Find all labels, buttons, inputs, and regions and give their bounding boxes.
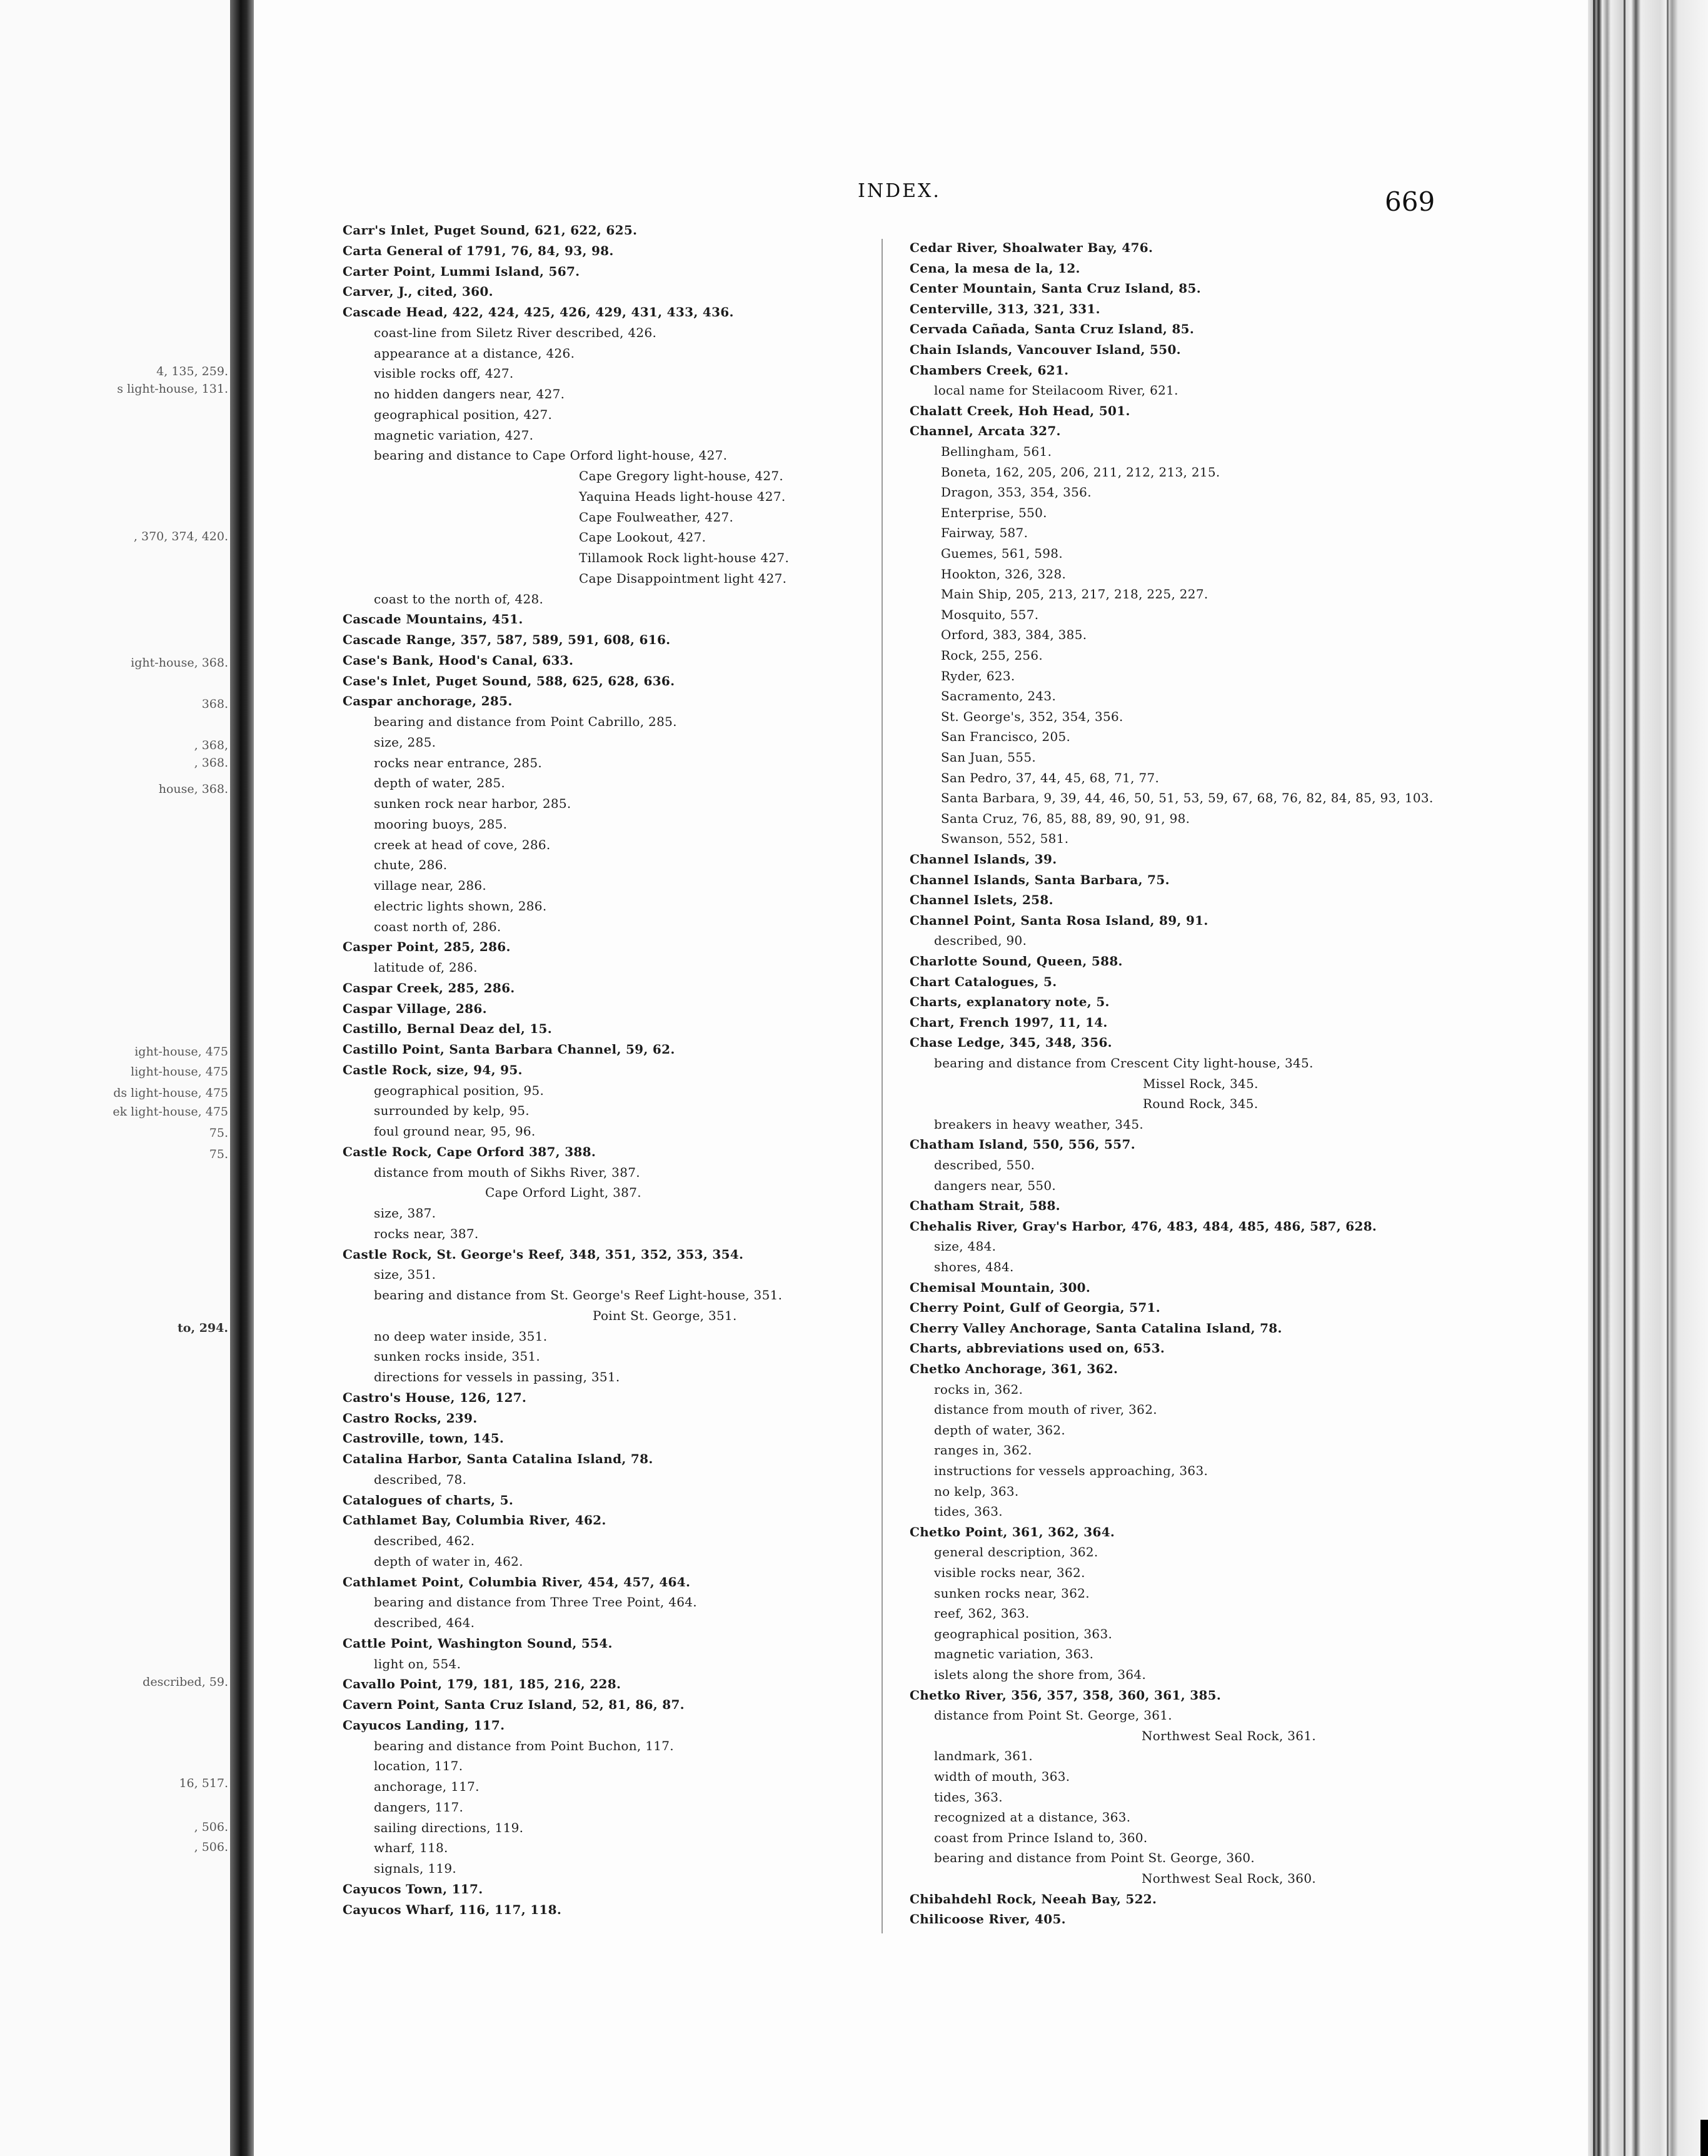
index-entry: bearing and distance from Crescent City light-house, 345.: [934, 1055, 1314, 1070]
index-entry: Center Mountain, Santa Cruz Island, 85.: [910, 281, 1202, 296]
index-entry: Cayucos Wharf, 116, 117, 118.: [343, 1902, 562, 1917]
index-entry: Caspar anchorage, 285.: [343, 693, 513, 709]
index-entry: Boneta, 162, 205, 206, 211, 212, 213, 215.: [941, 464, 1220, 480]
index-entry: Chatham Island, 550, 556, 557.: [910, 1137, 1135, 1152]
index-entry: chute, 286.: [374, 857, 448, 873]
index-entry: width of mouth, 363.: [934, 1769, 1070, 1784]
index-entry: Cayucos Town, 117.: [343, 1881, 483, 1897]
page-edge-line: [1593, 0, 1595, 2156]
index-entry: described, 550.: [934, 1157, 1035, 1172]
index-entry: Cascade Head, 422, 424, 425, 426, 429, 431, 433, 436.: [343, 305, 734, 320]
index-entry: Cape Gregory light-house, 427.: [579, 468, 784, 483]
index-entry: Channel, Arcata 327.: [910, 423, 1061, 439]
index-entry: recognized at a distance, 363.: [934, 1810, 1131, 1825]
index-entry: bearing and distance from Point St. George, 360.: [934, 1850, 1255, 1866]
index-entry: size, 351.: [374, 1267, 436, 1282]
index-entry: signals, 119.: [374, 1861, 457, 1876]
index-entry: Cayucos Landing, 117.: [343, 1717, 505, 1733]
index-entry: Cavallo Point, 179, 181, 185, 216, 228.: [343, 1676, 621, 1692]
index-entry: Missel Rock, 345.: [1143, 1075, 1258, 1091]
previous-page-text: , 506.: [194, 1820, 228, 1834]
index-entry: Castle Rock, Cape Orford 387, 388.: [343, 1144, 596, 1159]
index-entry: Channel Islets, 258.: [910, 892, 1053, 908]
index-entry: Chart, French 1997, 11, 14.: [910, 1014, 1108, 1030]
index-entry: surrounded by kelp, 95.: [374, 1103, 530, 1119]
previous-page-text: 4, 135, 259.: [156, 365, 228, 378]
index-entry: latitude of, 286.: [374, 960, 478, 975]
previous-page-text: , 368,: [194, 738, 228, 752]
index-entry: appearance at a distance, 426.: [374, 345, 575, 361]
index-entry: Carter Point, Lummi Island, 567.: [343, 263, 580, 279]
index-entry: Ryder, 623.: [941, 668, 1015, 683]
previous-page-text: light-house, 475: [131, 1065, 228, 1079]
index-entry: Sacramento, 243.: [941, 688, 1057, 704]
index-entry: St. George's, 352, 354, 356.: [941, 708, 1123, 724]
index-entry: breakers in heavy weather, 345.: [934, 1116, 1144, 1132]
index-entry: Carver, J., cited, 360.: [343, 284, 493, 300]
previous-page-text: , 506.: [194, 1840, 228, 1854]
index-entry: Point St. George, 351.: [593, 1307, 737, 1323]
previous-page-text: house, 368.: [158, 782, 228, 796]
index-entry: Case's Bank, Hood's Canal, 633.: [343, 652, 574, 668]
index-entry: Case's Inlet, Puget Sound, 588, 625, 628, 636.: [343, 673, 675, 688]
index-entry: light on, 554.: [374, 1656, 461, 1671]
index-entry: Dragon, 353, 354, 356.: [941, 485, 1092, 500]
page-header-title: INDEX.: [858, 180, 941, 202]
index-entry: bearing and distance from Three Tree Point, 464.: [374, 1594, 697, 1610]
index-entry: Cape Orford Light, 387.: [485, 1185, 641, 1201]
index-entry: Chain Islands, Vancouver Island, 550.: [910, 342, 1181, 357]
previous-page-text: 75.: [209, 1147, 228, 1161]
index-entry: Catalogues of charts, 5.: [343, 1492, 514, 1508]
index-entry: bearing and distance from Point Cabrillo, 285.: [374, 714, 677, 729]
index-entry: islets along the shore from, 364.: [934, 1667, 1147, 1682]
index-entry: Round Rock, 345.: [1143, 1096, 1258, 1112]
index-entry: Chetko River, 356, 357, 358, 360, 361, 385.: [910, 1687, 1222, 1703]
index-entry: Cedar River, Shoalwater Bay, 476.: [910, 240, 1153, 255]
index-entry: dangers, 117.: [374, 1799, 464, 1815]
index-entry: described, 462.: [374, 1533, 475, 1548]
previous-page-text: described, 59.: [143, 1675, 228, 1689]
index-entry: Tillamook Rock light-house 427.: [579, 550, 790, 565]
index-entry: Charts, abbreviations used on, 653.: [910, 1341, 1165, 1356]
page-edges: [1588, 0, 1708, 2156]
index-entry: sunken rocks near, 362.: [934, 1585, 1090, 1601]
index-entry: size, 285.: [374, 734, 436, 750]
index-entry: Channel Islands, 39.: [910, 852, 1057, 867]
index-entry: Cape Lookout, 427.: [579, 530, 706, 545]
index-entry: bearing and distance to Cape Orford light-house, 427.: [374, 448, 728, 463]
index-entry: mooring buoys, 285.: [374, 816, 508, 832]
index-entry: Cathlamet Point, Columbia River, 454, 457, 464.: [343, 1574, 691, 1589]
page-edge-line: [1624, 0, 1625, 2156]
index-entry: electric lights shown, 286.: [374, 898, 547, 914]
previous-page-text: , 368.: [194, 756, 228, 770]
index-entry: sunken rocks inside, 351.: [374, 1349, 541, 1364]
index-entry: general description, 362.: [934, 1544, 1098, 1560]
index-entry: foul ground near, 95, 96.: [374, 1124, 536, 1139]
index-entry: Chalatt Creek, Hoh Head, 501.: [910, 403, 1130, 418]
index-entry: Northwest Seal Rock, 361.: [1142, 1728, 1317, 1743]
previous-page-text: s light-house, 131.: [117, 382, 228, 396]
index-entry: Santa Cruz, 76, 85, 88, 89, 90, 91, 98.: [941, 810, 1190, 826]
index-entry: Fairway, 587.: [941, 525, 1028, 541]
page-number: 669: [1385, 186, 1435, 217]
index-entry: Caspar Village, 286.: [343, 1000, 487, 1016]
previous-page-text: 368.: [201, 697, 228, 711]
index-entry: Bellingham, 561.: [941, 444, 1052, 459]
index-entry: coast from Prince Island to, 360.: [934, 1830, 1148, 1845]
index-entry: Cattle Point, Washington Sound, 554.: [343, 1635, 613, 1651]
index-entry: reef, 362, 363.: [934, 1606, 1030, 1621]
index-entry: Cascade Mountains, 451.: [343, 612, 523, 627]
index-entry: Chetko Point, 361, 362, 364.: [910, 1524, 1115, 1539]
index-entry: magnetic variation, 363.: [934, 1646, 1094, 1662]
index-entry: geographical position, 95.: [374, 1082, 545, 1098]
index-entry: rocks near, 387.: [374, 1226, 479, 1241]
index-entry: Chehalis River, Gray's Harbor, 476, 483, 484, 485, 486, 587, 628.: [910, 1218, 1377, 1234]
index-entry: coast north of, 286.: [374, 919, 501, 934]
index-entry: Chetko Anchorage, 361, 362.: [910, 1361, 1118, 1376]
previous-page-text: , 370, 374, 420.: [133, 530, 228, 543]
index-entry: Mosquito, 557.: [941, 607, 1039, 622]
index-entry: Chemisal Mountain, 300.: [910, 1279, 1091, 1295]
index-entry: instructions for vessels approaching, 363.: [934, 1463, 1208, 1478]
index-entry: anchorage, 117.: [374, 1779, 480, 1794]
index-entry: Cape Foulweather, 427.: [579, 509, 734, 525]
index-entry: tides, 363.: [934, 1789, 1003, 1805]
column-divider: [882, 239, 883, 1933]
previous-page-text: ek light-house, 475: [113, 1105, 228, 1119]
index-entry: San Pedro, 37, 44, 45, 68, 71, 77.: [941, 770, 1160, 785]
index-entry: Enterprise, 550.: [941, 505, 1047, 520]
index-entry: described, 78.: [374, 1471, 467, 1487]
index-entry: Cherry Valley Anchorage, Santa Catalina Island, 78.: [910, 1320, 1282, 1336]
index-entry: location, 117.: [374, 1758, 463, 1774]
index-entry: Carta General of 1791, 76, 84, 93, 98.: [343, 243, 614, 258]
index-entry: Northwest Seal Rock, 360.: [1142, 1871, 1317, 1886]
index-entry: Chibahdehl Rock, Neeah Bay, 522.: [910, 1891, 1157, 1907]
index-entry: coast-line from Siletz River described, 426.: [374, 325, 657, 340]
previous-page-text: ight-house, 368.: [131, 656, 228, 670]
index-entry: Castillo Point, Santa Barbara Channel, 59, 62.: [343, 1042, 675, 1057]
index-entry: described, 464.: [374, 1615, 475, 1630]
index-entry: Centerville, 313, 321, 331.: [910, 301, 1100, 316]
index-entry: distance from mouth of Sikhs River, 387.: [374, 1164, 640, 1180]
index-entry: Cherry Point, Gulf of Georgia, 571.: [910, 1300, 1161, 1316]
index-entry: described, 90.: [934, 933, 1027, 949]
index-entry: shores, 484.: [934, 1259, 1014, 1274]
previous-page-text: to, 294.: [178, 1321, 228, 1335]
index-entry: size, 387.: [374, 1206, 436, 1221]
index-entry: Chambers Creek, 621.: [910, 362, 1069, 378]
index-entry: depth of water, 362.: [934, 1422, 1066, 1438]
index-entry: Castro's House, 126, 127.: [343, 1389, 527, 1405]
index-entry: village near, 286.: [374, 878, 487, 893]
index-entry: depth of water, 285.: [374, 775, 506, 791]
index-entry: Castroville, town, 145.: [343, 1431, 505, 1446]
index-entry: Cape Disappointment light 427.: [579, 570, 787, 586]
index-entry: Castro Rocks, 239.: [343, 1410, 478, 1426]
index-entry: Casper Point, 285, 286.: [343, 939, 511, 955]
index-entry: rocks in, 362.: [934, 1381, 1023, 1397]
index-entry: creek at head of cove, 286.: [374, 837, 551, 852]
index-entry: Guemes, 561, 598.: [941, 546, 1063, 561]
index-entry: Castle Rock, size, 94, 95.: [343, 1062, 523, 1077]
index-entry: Main Ship, 205, 213, 217, 218, 225, 227.: [941, 587, 1208, 602]
index-entry: San Juan, 555.: [941, 750, 1037, 765]
index-entry: no deep water inside, 351.: [374, 1328, 548, 1344]
index-entry: size, 484.: [934, 1239, 997, 1254]
index-entry: no hidden dangers near, 427.: [374, 386, 565, 401]
index-entry: distance from Point St. George, 361.: [934, 1708, 1172, 1723]
index-entry: sailing directions, 119.: [374, 1820, 524, 1835]
index-entry: Charlotte Sound, Queen, 588.: [910, 954, 1123, 969]
index-entry: tides, 363.: [934, 1504, 1003, 1519]
previous-page-fragment: [0, 0, 234, 2156]
previous-page-text: 16, 517.: [179, 1776, 228, 1790]
index-entry: Hookton, 326, 328.: [941, 566, 1067, 582]
index-entry: Castle Rock, St. George's Reef, 348, 351, 352, 353, 354.: [343, 1246, 744, 1262]
index-entry: Orford, 383, 384, 385.: [941, 627, 1087, 643]
index-entry: Channel Islands, Santa Barbara, 75.: [910, 872, 1170, 887]
index-entry: visible rocks near, 362.: [934, 1565, 1085, 1580]
book-gutter: [230, 0, 254, 2156]
index-entry: Channel Point, Santa Rosa Island, 89, 91.: [910, 912, 1208, 928]
index-entry: dangers near, 550.: [934, 1177, 1057, 1193]
index-entry: visible rocks off, 427.: [374, 366, 514, 381]
index-entry: depth of water in, 462.: [374, 1553, 523, 1569]
scan-border: [1700, 2120, 1708, 2156]
page-edge-line: [1667, 0, 1669, 2156]
index-entry: distance from mouth of river, 362.: [934, 1402, 1157, 1418]
previous-page-text: ight-house, 475: [134, 1045, 228, 1059]
index-entry: Chatham Strait, 588.: [910, 1198, 1060, 1214]
index-entry: Swanson, 552, 581.: [941, 831, 1069, 847]
index-entry: bearing and distance from St. George's Reef Light-house, 351.: [374, 1287, 783, 1302]
previous-page-text: 75.: [209, 1126, 228, 1140]
index-entry: coast to the north of, 428.: [374, 591, 544, 607]
index-entry: Cascade Range, 357, 587, 589, 591, 608, 616.: [343, 632, 671, 647]
index-entry: ranges in, 362.: [934, 1443, 1032, 1458]
index-entry: Rock, 255, 256.: [941, 648, 1043, 663]
index-entry: landmark, 361.: [934, 1748, 1033, 1764]
index-entry: Charts, explanatory note, 5.: [910, 994, 1110, 1010]
index-entry: Catalina Harbor, Santa Catalina Island, 78.: [343, 1451, 653, 1466]
index-entry: Carr's Inlet, Puget Sound, 621, 622, 625.: [343, 223, 638, 238]
index-entry: local name for Steilacoom River, 621.: [934, 383, 1178, 398]
index-entry: San Francisco, 205.: [941, 729, 1071, 745]
index-entry: Yaquina Heads light-house 427.: [579, 488, 786, 504]
index-entry: rocks near entrance, 285.: [374, 755, 543, 770]
index-entry: directions for vessels in passing, 351.: [374, 1369, 620, 1384]
index-entry: Cavern Point, Santa Cruz Island, 52, 81, 86, 87.: [343, 1697, 685, 1712]
index-entry: Caspar Creek, 285, 286.: [343, 980, 515, 995]
index-entry: magnetic variation, 427.: [374, 427, 534, 443]
index-entry: Cathlamet Bay, Columbia River, 462.: [343, 1513, 606, 1528]
index-entry: Chart Catalogues, 5.: [910, 974, 1057, 989]
index-entry: Cervada Cañada, Santa Cruz Island, 85.: [910, 321, 1195, 337]
index-entry: geographical position, 363.: [934, 1626, 1113, 1641]
index-entry: bearing and distance from Point Buchon, 117.: [374, 1738, 674, 1753]
index-entry: geographical position, 427.: [374, 406, 553, 422]
index-entry: sunken rock near harbor, 285.: [374, 796, 571, 811]
index-entry: Chase Ledge, 345, 348, 356.: [910, 1035, 1112, 1050]
index-entry: no kelp, 363.: [934, 1483, 1019, 1499]
index-entry: wharf, 118.: [374, 1840, 448, 1856]
index-entry: Santa Barbara, 9, 39, 44, 46, 50, 51, 53, 59, 67, 68, 76, 82, 84, 85, 93, 103.: [941, 790, 1434, 806]
index-entry: Cena, la mesa de la, 12.: [910, 260, 1080, 276]
index-entry: Chilicoose River, 405.: [910, 1912, 1066, 1927]
previous-page-text: ds light-house, 475: [113, 1086, 228, 1100]
index-entry: Castillo, Bernal Deaz del, 15.: [343, 1021, 553, 1037]
